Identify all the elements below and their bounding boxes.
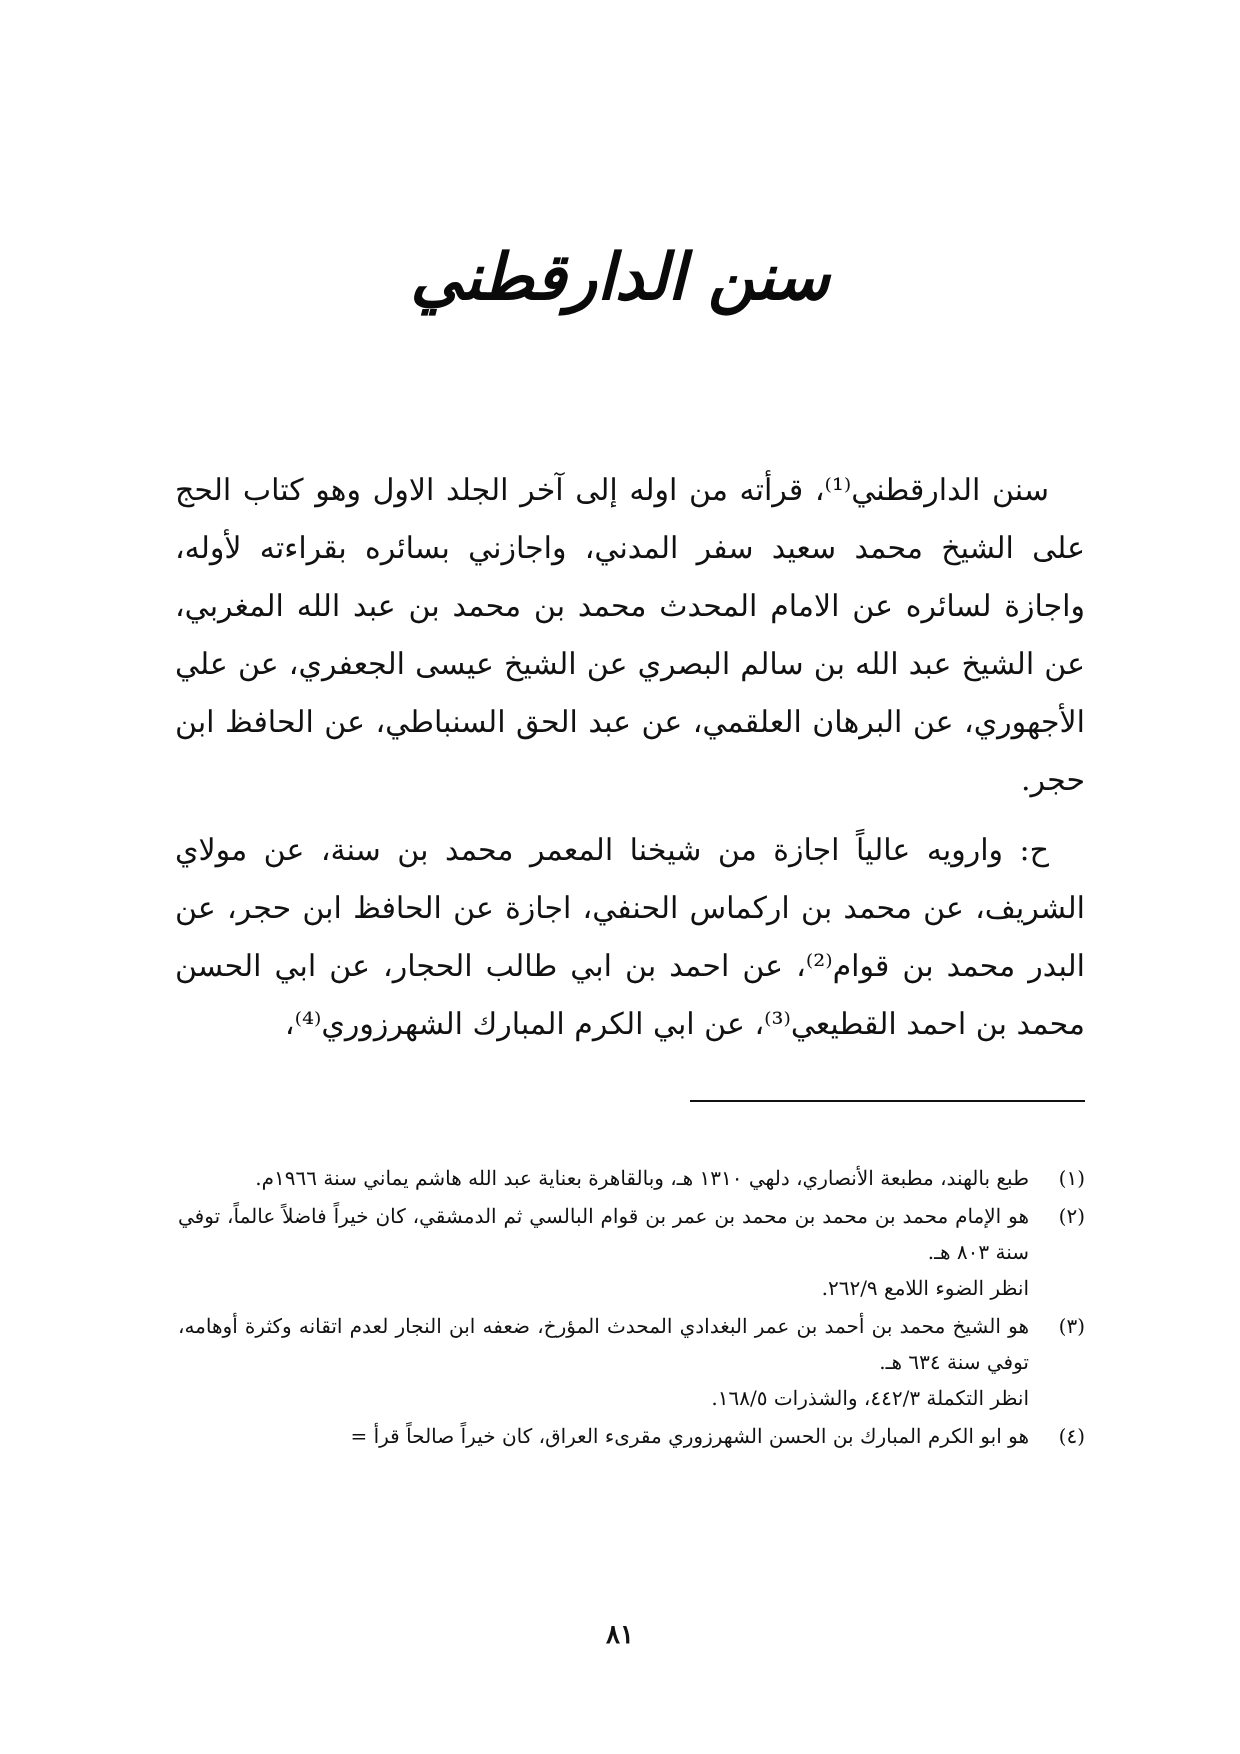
- footnote-1: [178, 1160, 1085, 1196]
- page-heading: سنن الدارقطني: [410, 240, 830, 315]
- footnote-divider: [690, 1100, 1085, 1102]
- footnote-number: (١): [1058, 1166, 1085, 1190]
- main-text: [175, 462, 1085, 1066]
- footnote-text: [178, 1198, 1029, 1306]
- paragraph-1: سنن الدارقطني⁽¹⁾، قرأته من اوله إلى آخر الجلد الاول وهو كتاب الحج على الشيخ محمد سعيد سفر المدني، واجازني بسائره بقراءته لأوله، واجازة لسائره عن الامام المحدث محمد بن محمد بن عبد الله المغربي، عن الشيخ عبد الله بن سالم البصري عن الشيخ عيسى الجعفري، عن علي الأجهوري، عن البرهان العلقمي، عن عبد الحق السنباطي، عن الحافظ ابن حجر.: [175, 473, 1085, 798]
- footnote-3: [178, 1308, 1085, 1416]
- page-number: ٨١: [606, 1620, 634, 1650]
- footnote-text: [178, 1418, 1029, 1454]
- footnote-line: هو ابو الكرم المبارك بن الحسن الشهرزوري مقرىء العراق، كان خيراً صالحاً قرأ =: [350, 1424, 1029, 1448]
- footnote-reference: انظر الضوء اللامع ٢٦٢/٩.: [821, 1276, 1029, 1300]
- paragraph-2: ح: وارويه عالياً اجازة من شيخنا المعمر محمد بن سنة، عن مولاي الشريف، عن محمد بن اركماس الحنفي، اجازة عن الحافظ ابن حجر، عن البدر محمد بن قوام⁽²⁾، عن احمد بن ابي طالب الحجار، عن ابي الحسن محمد بن احمد القطيعي⁽³⁾، عن ابي الكرم المبارك الشهرزوري⁽⁴⁾،: [175, 833, 1085, 1042]
- footnote-4: [178, 1418, 1085, 1454]
- footnote-number: (٢): [1058, 1204, 1085, 1228]
- footnote-number: (٤): [1058, 1424, 1085, 1448]
- footnote-line: طبع بالهند، مطبعة الأنصاري، دلهي ١٣١٠ هـ، وبالقاهرة بعناية عبد الله هاشم يماني سنة ١٩٦٦م.: [255, 1166, 1029, 1190]
- footnote-text: [178, 1308, 1029, 1416]
- footnote-2: [178, 1198, 1085, 1306]
- footnote-number: (٣): [1058, 1314, 1085, 1338]
- footnote-text: [178, 1160, 1029, 1196]
- footnote-line: هو الشيخ محمد بن أحمد بن عمر البغدادي المحدث المؤرخ، ضعفه ابن النجار لعدم اتقانه وكثرة أوهامه، توفي سنة ٦٣٤ هـ.: [178, 1314, 1029, 1374]
- footnotes: [178, 1160, 1085, 1456]
- footnote-reference: انظر التكملة ٤٤٢/٣، والشذرات ١٦٨/٥.: [711, 1386, 1029, 1410]
- footnote-line: هو الإمام محمد بن محمد بن محمد بن عمر بن قوام البالسي ثم الدمشقي، كان خيراً فاضلاً عالماً، توفي سنة ٨٠٣ هـ.: [178, 1204, 1029, 1264]
